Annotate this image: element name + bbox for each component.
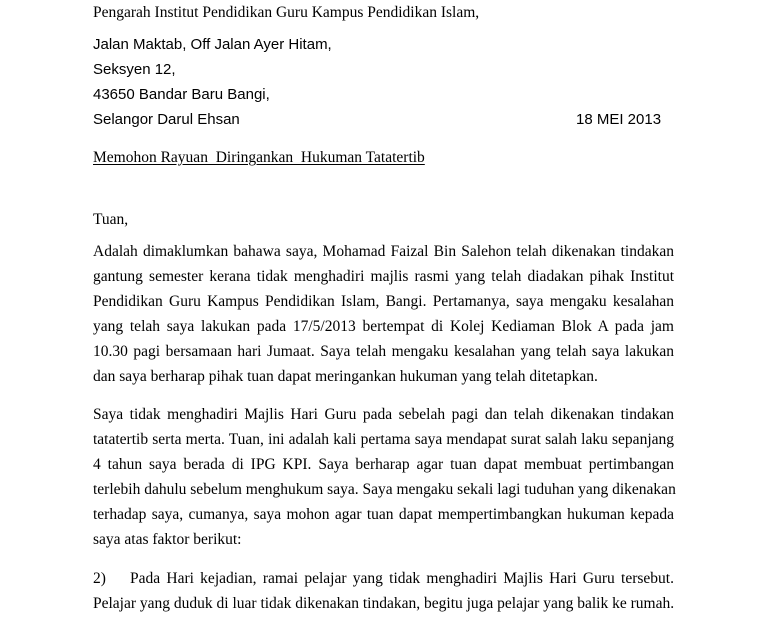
paragraph-line: terhadap saya, cumanya, saya mohon agar tuan dapat mempertimbangkan hukuman kepada <box>93 506 674 523</box>
paragraph-line: 4 tahun saya berada di IPG KPI. Saya berharap agar tuan dapat membuat pertimbangan <box>93 456 674 473</box>
paragraph-line: Adalah dimaklumkan bahawa saya, Mohamad Faizal Bin Salehon telah dikenakan tindakan <box>93 243 674 260</box>
paragraph-line: yang telah saya lakukan pada 17/5/2013 bertempat di Kolej Kediaman Blok A pada jam <box>93 318 674 335</box>
address-line-3: 43650 Bandar Baru Bangi, <box>93 86 270 103</box>
list-item-second-line: Pelajar yang duduk di luar tidak dikenakan tindakan, begitu juga pelajar yang balik ke rumah. <box>93 595 675 612</box>
address-line-1: Jalan Maktab, Off Jalan Ayer Hitam, <box>93 36 332 53</box>
paragraph-line: saya atas faktor berikut: <box>93 531 242 548</box>
paragraph-2 <box>93 402 674 552</box>
address-line-4: Selangor Darul Ehsan <box>93 111 240 128</box>
paragraph-line: terlebih dahulu sebelum menghukum saya. Saya mengaku sekali lagi tuduhan yang dikenakan <box>93 481 676 498</box>
list-item-2 <box>93 566 674 616</box>
paragraph-line: dan saya berharap pihak tuan dapat meringankan hukuman yang telah ditetapkan. <box>93 368 598 385</box>
paragraph-line: Saya tidak menghadiri Majlis Hari Guru pada sebelah pagi dan telah dikenakan tindakan <box>93 406 674 423</box>
paragraph-line: Pendidikan Guru Kampus Pendidikan Islam, Bangi. Pertamanya, saya mengaku kesalahan <box>93 293 674 310</box>
list-item-number: 2) <box>93 570 106 587</box>
list-item-first-line <box>93 566 674 591</box>
list-item-text: Pada Hari kejadian, ramai pelajar yang tidak menghadiri Majlis Hari Guru tersebut. <box>130 570 674 587</box>
paragraph-line: 10.30 pagi bersamaan hari Jumaat. Saya telah mengaku kesalahan yang telah saya lakukan <box>93 343 674 360</box>
paragraph-line: gantung semester kerana tidak menghadiri majlis rasmi yang telah diadakan pihak Institut <box>93 268 674 285</box>
paragraph-line: tatatertib serta merta. Tuan, ini adalah kali pertama saya mendapat surat salah laku sepanjang <box>93 431 674 448</box>
recipient-title: Pengarah Institut Pendidikan Guru Kampus Pendidikan Islam, <box>93 4 480 21</box>
letter-date: 18 MEI 2013 <box>576 111 662 128</box>
paragraph-1 <box>93 239 674 389</box>
letter-subject: Memohon Rayuan Diringankan Hukuman Tatatertib <box>93 149 425 166</box>
address-line-2: Seksyen 12, <box>93 61 176 78</box>
salutation: Tuan, <box>93 211 129 228</box>
